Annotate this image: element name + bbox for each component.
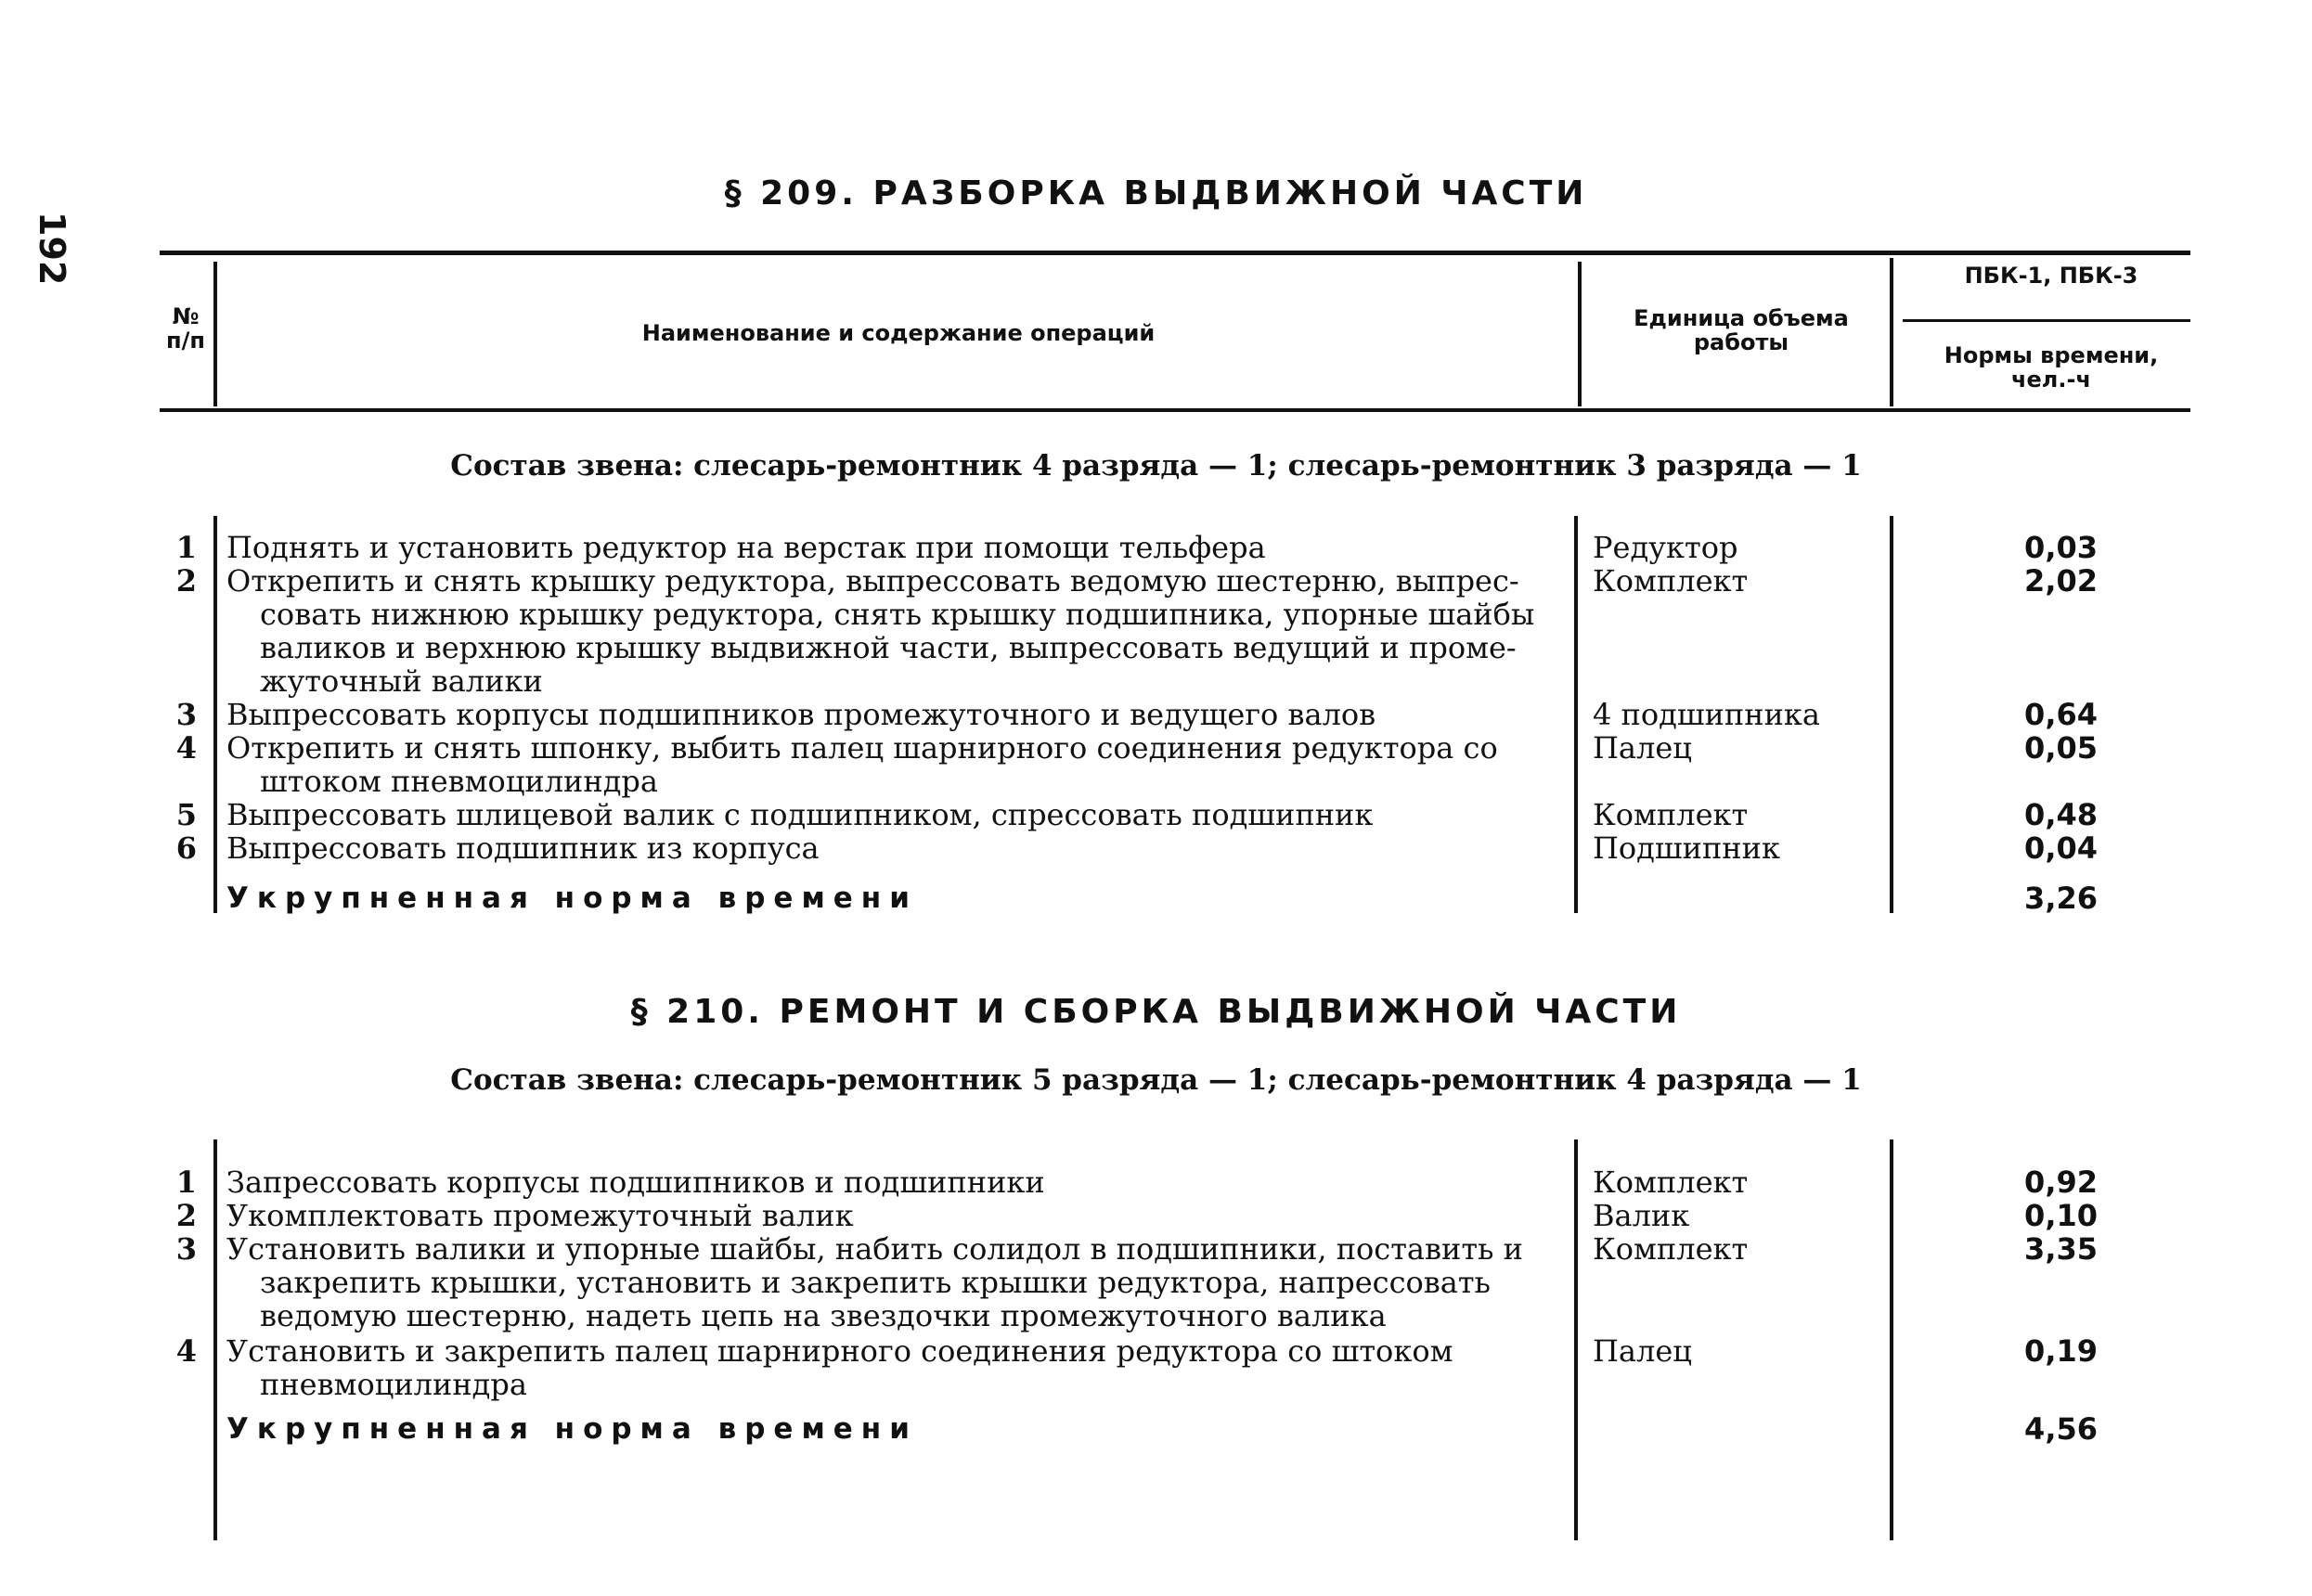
total-label: Укрупненная норма времени — [226, 1412, 918, 1446]
row-number: 5 — [175, 797, 197, 832]
row-norm: 0,10 — [2024, 1198, 2098, 1233]
section-209-crew: Состав звена: слесарь-ремонтник 4 разряда — 1; слесарь-ремонтник 3 разряда — 1 — [450, 449, 1862, 483]
row-norm: 0,03 — [2024, 530, 2098, 565]
row-operation-line: пневмоцилиндра — [260, 1367, 527, 1402]
row-unit: Комплект — [1593, 563, 1749, 598]
row-operation-line: валиков и верхнюю крышку выдвижной части, выпрессовать ведущий и проме- — [260, 630, 1517, 665]
header-divider-unit — [1890, 258, 1893, 406]
s210-divider-unit — [1890, 1139, 1893, 1540]
row-norm: 0,04 — [2024, 830, 2098, 866]
row-unit: Комплект — [1593, 1165, 1749, 1200]
row-number: 3 — [175, 697, 197, 732]
total-norm: 3,26 — [2024, 881, 2098, 916]
section-210-title: § 210. РЕМОНТ И СБОРКА ВЫДВИЖНОЙ ЧАСТИ — [630, 993, 1682, 1031]
row-operation-line: штоком пневмоцилиндра — [260, 764, 658, 799]
row-norm: 2,02 — [2024, 563, 2098, 598]
s209-divider-num — [213, 516, 217, 913]
header-col-num-text: № п/п — [166, 303, 205, 354]
row-norm: 0,92 — [2024, 1165, 2098, 1200]
row-operation-line: Запрессовать корпусы подшипников и подшипники — [226, 1165, 1045, 1200]
row-norm: 0,48 — [2024, 797, 2098, 832]
row-operation — [226, 1232, 1563, 1332]
header-divider-name — [1578, 262, 1582, 406]
row-number: 4 — [175, 1333, 197, 1369]
header-divider-num — [213, 262, 217, 406]
row-norm: 0,05 — [2024, 730, 2098, 766]
row-operation — [226, 831, 1563, 865]
row-number: 3 — [175, 1231, 197, 1267]
row-operation — [226, 1199, 1563, 1232]
row-operation — [226, 1165, 1563, 1199]
row-operation-line: Открепить и снять шпонку, выбить палец шарнирного соединения редуктора со — [226, 730, 1498, 766]
row-number: 1 — [175, 530, 197, 565]
header-col-num — [160, 304, 212, 353]
s209-divider-unit — [1890, 516, 1893, 913]
row-operation — [226, 698, 1563, 731]
row-number: 4 — [175, 730, 197, 766]
s209-divider-name — [1574, 516, 1578, 913]
row-operation-line: Выпрессовать подшипник из корпуса — [226, 830, 820, 866]
row-operation — [226, 531, 1563, 564]
row-number: 1 — [175, 1165, 197, 1200]
section-210-crew: Состав звена: слесарь-ремонтник 5 разряда — 1; слесарь-ремонтник 4 разряда — 1 — [450, 1063, 1862, 1097]
row-unit: Валик — [1593, 1198, 1690, 1233]
row-operation — [226, 564, 1563, 698]
row-operation-line: Укомплектовать промежуточный валик — [226, 1198, 854, 1233]
header-col-name: Наименование и содержание операций — [641, 320, 1156, 346]
row-operation-line: Выпрессовать корпусы подшипников промежуточного и ведущего валов — [226, 697, 1376, 732]
total-label: Укрупненная норма времени — [226, 882, 918, 915]
header-bottom-rule — [160, 408, 2190, 412]
row-unit: Редуктор — [1593, 530, 1738, 565]
row-operation-line: закрепить крышки, установить и закрепить крышки редуктора, напрессовать — [260, 1265, 1491, 1300]
header-top-rule — [160, 251, 2190, 255]
row-operation-line: Поднять и установить редуктор на верстак при помощи тельфера — [226, 530, 1266, 565]
section-209-title: § 209. РАЗБОРКА ВЫДВИЖНОЙ ЧАСТИ — [724, 174, 1588, 212]
s210-divider-name — [1574, 1139, 1578, 1540]
row-number: 6 — [175, 830, 197, 866]
row-number: 2 — [175, 563, 197, 598]
header-machine-rule — [1903, 319, 2190, 322]
row-operation-line: совать нижнюю крышку редуктора, снять крышку подшипника, упорные шайбы — [260, 597, 1535, 632]
row-operation-line: Открепить и снять крышку редуктора, выпрессовать ведомую шестерню, выпрес- — [226, 563, 1519, 598]
header-col-norm: Нормы времени, чел.-ч — [1944, 342, 2159, 393]
row-operation — [226, 731, 1563, 798]
row-unit: Комплект — [1593, 1231, 1749, 1267]
header-col-unit: Единица объема работы — [1634, 305, 1849, 355]
row-operation-line: жуточный валики — [260, 663, 543, 699]
row-operation-line: Выпрессовать шлицевой валик с подшипником, спрессовать подшипник — [226, 797, 1374, 832]
row-norm: 0,19 — [2024, 1333, 2098, 1369]
row-operation-line: Установить и закрепить палец шарнирного соединения редуктора со штоком — [226, 1333, 1453, 1369]
row-operation-line: ведомую шестерню, надеть цепь на звездочки промежуточного валика — [260, 1298, 1387, 1333]
header-col-machine: ПБК-1, ПБК-3 — [1964, 263, 2138, 289]
row-norm: 3,35 — [2024, 1231, 2098, 1267]
row-operation — [226, 798, 1563, 831]
row-operation-line: Установить валики и упорные шайбы, набить солидол в подшипники, поставить и — [226, 1231, 1523, 1267]
row-unit: Комплект — [1593, 797, 1749, 832]
row-operation — [226, 1334, 1563, 1401]
row-unit: 4 подшипника — [1593, 697, 1820, 732]
total-norm: 4,56 — [2024, 1411, 2098, 1447]
row-unit: Палец — [1593, 730, 1692, 766]
row-number: 2 — [175, 1198, 197, 1233]
page-number: 192 — [32, 212, 72, 286]
row-unit: Палец — [1593, 1333, 1692, 1369]
row-unit: Подшипник — [1593, 830, 1780, 866]
row-norm: 0,64 — [2024, 697, 2098, 732]
s210-divider-num — [213, 1139, 217, 1540]
